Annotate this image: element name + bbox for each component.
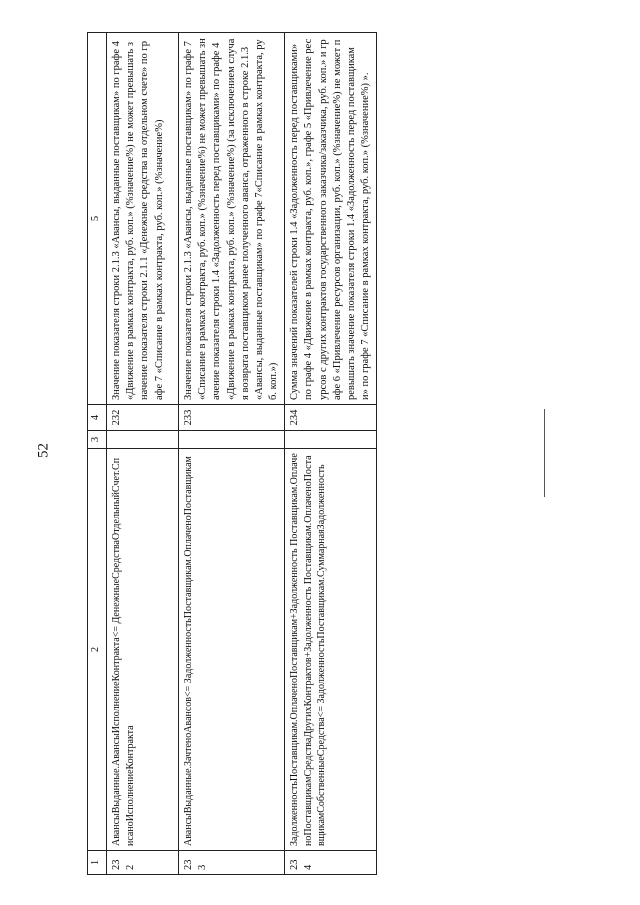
line-number: 233	[179, 405, 285, 431]
empty-cell	[179, 431, 285, 449]
formula-cell: ЗадолженностьПоставщикам.ОплаченоПоставщикам+Задолженность Поставщикам.ОплаченоПоставщикамСредстваДругихКонтрактов+Задолженность Поставщикам.ОплаченоПоставщикамСобственныеСредства<= ЗадолженностьПоставщикам.СуммарнаяЗадолженность	[285, 449, 377, 851]
line-number: 232	[107, 405, 179, 431]
header-row	[88, 33, 107, 875]
row-number: 233	[179, 851, 285, 875]
header-cell: 3	[88, 431, 107, 449]
description-cell: Значение показателя строки 2.1.3 «Авансы, выданные поставщикам» по графе 4 «Движение в рамках контракта, руб. коп.» (%значение%) не может превышать значение показателя строки 2.1.1 «Денежные средства на отдельном счете» по графе 7 «Списание в рамках контракта, руб. коп.» (%значение%)	[107, 33, 179, 405]
empty-cell	[107, 431, 179, 449]
checks-table	[87, 32, 377, 875]
table-row	[107, 33, 179, 875]
row-number: 232	[107, 851, 179, 875]
row-number: 234	[285, 851, 377, 875]
empty-cell	[285, 431, 377, 449]
formula-cell: АвансыВыданные.ЗачтеноАвансов<= ЗадолженностьПоставщикам.ОплаченоПоставщикам	[179, 449, 285, 851]
description-cell: Сумма значений показателей строки 1.4 «Задолженность перед поставщиками» по графе 4 «Движение в рамках контракта, руб. коп.», графе 5 «Привлечение ресурсов с других контрактов государственного заказчика/заказчика, руб. коп.» и графе 6 «Привлечение ресурсов организации, руб. коп.» (%значение%) не может превышать значение показателя строки 1.4 «Задолженность перед поставщиками» по графе 7 «Списание в рамках контракта, руб. коп.» (%значение%) ».	[285, 33, 377, 405]
line-number: 234	[285, 405, 377, 431]
description-cell: Значение показателя строки 2.1.3 «Авансы, выданные поставщикам» по графе 7 «Списание в рамках контракта, руб. коп.» (%значение%) не может превышать значение показателя строки 1.4 «Задолженность перед поставщиками» по графе 4 «Движение в рамках контракта, руб. коп.» (%значение%) (за исключением случая возврата поставщиком ранее полученного аванса, отраженного в строке 2.1.3 «Авансы, выданные поставщикам» по графе 7«Списание в рамках контракта, руб. коп.»)	[179, 33, 285, 405]
header-cell: 4	[88, 405, 107, 431]
formula-cell: АвансыВыданные.АвансыИсполнениеКонтракта<= ДенежныеСредстваОтдельныйСчет.СписаноИсполнениеКонтракта	[107, 449, 179, 851]
margin-rule	[544, 409, 545, 497]
header-cell: 1	[88, 851, 107, 875]
header-cell: 5	[88, 33, 107, 405]
table-row	[179, 33, 285, 875]
page-number: 52	[35, 443, 52, 458]
rotated-table-wrapper	[87, 33, 372, 875]
header-cell: 2	[88, 449, 107, 851]
table-row	[285, 33, 377, 875]
